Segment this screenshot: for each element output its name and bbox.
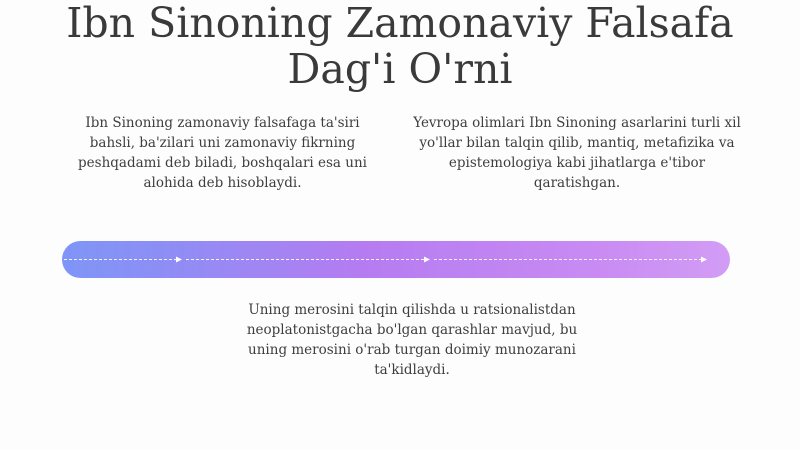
arrow-right-icon [701,257,707,263]
text-block-left: Ibn Sinoning zamonaviy falsafaga ta'siri bahsli, ba'zilari uni zamonaviy fikrning peshqadami deb biladi, boshqalari esa uni alohida deb hisoblaydi. [78,115,367,191]
timeline-arrows [62,241,730,278]
arrow-right-icon [424,257,430,263]
text-block-bottom: Uning merosini talqin qilishda u ratsionalistdan neoplatonistgacha bo'lgan qarashlar mavjud, bu uning merosini o'rab turgan doimiy munozarani ta'kidlaydi. [246,302,578,378]
arrow-right-icon [176,257,182,263]
text-block-right: Yevropa olimlari Ibn Sinoning asarlarini turli xil yo'llar bilan talqin qilib, mantiq, metafizika va epistemologiya kabi jihatlarga e'tibor qaratishgan. [413,115,741,191]
page-title-line-2: Dag'i O'rni [287,45,513,93]
page-title-line-1: Ibn Sinoning Zamonaviy Falsafa [66,0,734,47]
timeline-bar [62,241,730,278]
page-title [0,0,800,92]
